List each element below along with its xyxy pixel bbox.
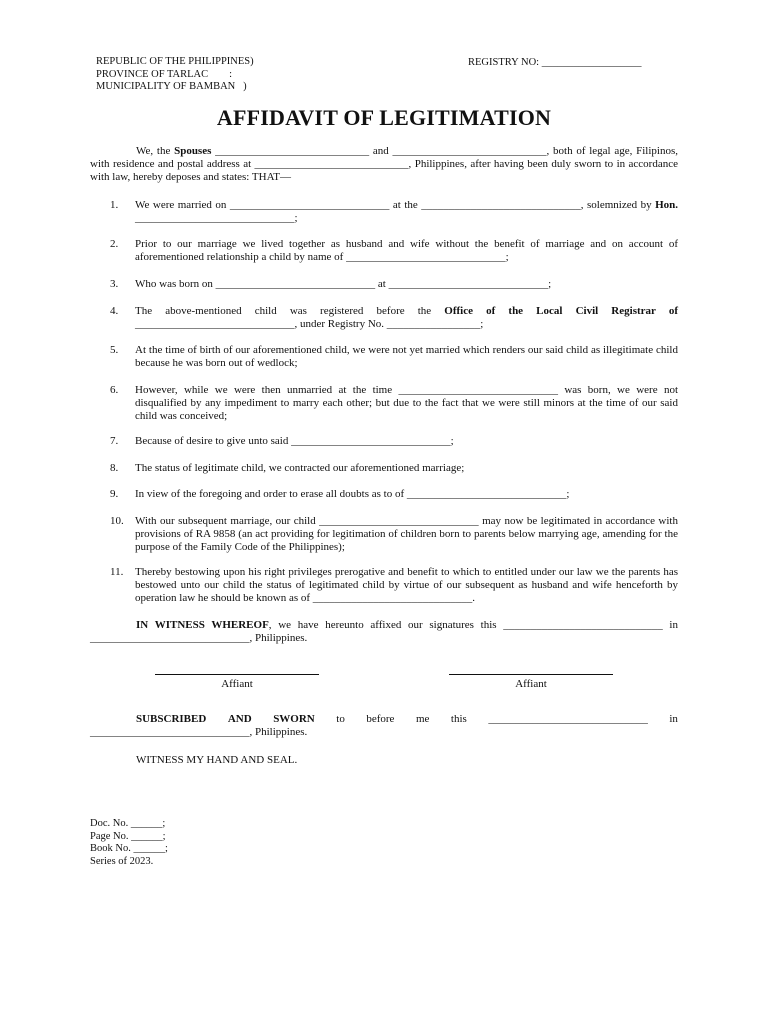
book-number: Book No. ______; (90, 843, 168, 854)
item-text: The status of legitimate child, we contracted our aforementioned marriage; (135, 462, 465, 474)
item-number: 11. (110, 566, 124, 578)
item-number: 9. (110, 488, 119, 500)
document-title: AFFIDAVIT OF LEGITIMATION (216, 105, 552, 130)
registry-number: REGISTRY NO: ___________________ (468, 57, 642, 68)
item-text: However, while we were then unmarried at the time _____________________________ was born, we were not disqualified by any impediment to marry each other; but due to the fact that we were still minors at the time of our said child was conceived; (135, 384, 678, 422)
jurat-word: this (450, 713, 467, 725)
signature-line (155, 674, 319, 675)
jurat-word: _____________________________ (488, 713, 648, 725)
jurat-word: AND (227, 713, 252, 725)
header-republic: REPUBLIC OF THE PHILIPPINES) (96, 56, 254, 67)
item-text: At the time of birth of our aforementioned child, we were not yet married which renders our said child as illegitimate child because he was born out of wedlock; (135, 344, 678, 369)
witness-text: , we have hereunto affixed our signatures this _____________________________ in _____________________________, Philippines. (90, 619, 678, 644)
item-bold: Hon. (655, 199, 678, 211)
item-number: 5. (110, 344, 119, 356)
witness-bold: IN WITNESS WHEREOF (136, 619, 269, 631)
item-number: 8. (110, 462, 119, 474)
item-number: 4. (110, 305, 119, 317)
jurat-paragraph (90, 713, 678, 739)
item-text: Prior to our marriage we lived together as husband and wife without the benefit of marriage and on account of aforementioned relationship a child by name of _____________________________; (135, 238, 678, 263)
jurat-word: SUBSCRIBED (136, 713, 207, 725)
witness-paragraph (90, 619, 678, 645)
item-number: 10. (110, 515, 124, 527)
item-text: We were married on _____________________________ at the _____________________________, solemnized by (135, 199, 656, 211)
list-item (90, 344, 678, 370)
item-number: 1. (110, 199, 119, 211)
jurat-word: me (415, 713, 430, 725)
signature-line (449, 674, 613, 675)
list-item (90, 238, 678, 264)
signature-label: Affiant (221, 678, 253, 690)
jurat-word: to (336, 713, 345, 725)
jurat-line2: _____________________________, Philippines. (90, 726, 308, 738)
item-number: 7. (110, 435, 119, 447)
notarial-register (90, 818, 168, 868)
jurat-word: in (669, 713, 678, 725)
list-item (90, 199, 678, 225)
item-text: _____________________________; (135, 212, 298, 224)
jurisdiction-header (96, 56, 254, 94)
series-year: Series of 2023. (90, 855, 154, 867)
hand-and-seal: WITNESS MY HAND AND SEAL. (136, 754, 298, 766)
jurat-word: before (366, 713, 395, 725)
list-item (90, 435, 678, 448)
signature-label: Affiant (515, 678, 547, 690)
item-text: With our subsequent marriage, our child _____________________________ may now be legitimated in accordance with provisions of RA 9858 (an act providing for legitimation of children born to parents below marrying age, amending for the purpose of the Family Code of the Philippines); (135, 515, 678, 553)
intro-paragraph (90, 145, 678, 184)
item-number: 3. (110, 278, 119, 290)
list-item (90, 488, 678, 501)
item-number: 2. (110, 238, 119, 250)
list-item (90, 566, 678, 605)
item-bold: Office of the Local Civil Registrar of (444, 305, 678, 317)
item-text: Who was born on _____________________________ at _____________________________; (135, 278, 552, 290)
list-item (90, 278, 678, 291)
item-text: Thereby bestowing upon his right privileges prerogative and benefit to which to entitled under our law we the parents has bestowed unto our child the status of legitimated child by virtue of our subsequent as husband and wife henceforth by operation law he should be known as of _____________________________. (135, 566, 678, 604)
list-item (90, 515, 678, 554)
list-item (90, 384, 678, 423)
item-number: 6. (110, 384, 119, 396)
jurat-word: SWORN (273, 713, 315, 725)
doc-number: Doc. No. ______; (90, 818, 166, 829)
item-text: _____________________________, under Registry No. _________________; (135, 318, 484, 330)
list-item (90, 462, 678, 475)
signature-block-left (155, 674, 319, 691)
list-item (90, 305, 678, 331)
intro-text-a: We, the (136, 145, 175, 157)
header-municipality: MUNICIPALITY OF BAMBAN ) (96, 81, 247, 92)
item-text: The above-mentioned child was registered before the (135, 305, 445, 317)
page-number: Page No. ______; (90, 830, 166, 842)
header-province: PROVINCE OF TARLAC : (96, 68, 233, 80)
item-text: Because of desire to give unto said _____________________________; (135, 435, 454, 447)
signature-block-right (449, 674, 613, 691)
item-text: In view of the foregoing and order to erase all doubts as to of _____________________________; (135, 488, 570, 500)
intro-spouses: Spouses (174, 145, 212, 157)
intro-text-b: ____________________________ and ____________________________, both of legal age, Filipinos, with residence and postal address at ____________________________, Philippines, after having been duly sworn to in accordance with law, hereby deposes and states: THAT— (90, 145, 678, 183)
